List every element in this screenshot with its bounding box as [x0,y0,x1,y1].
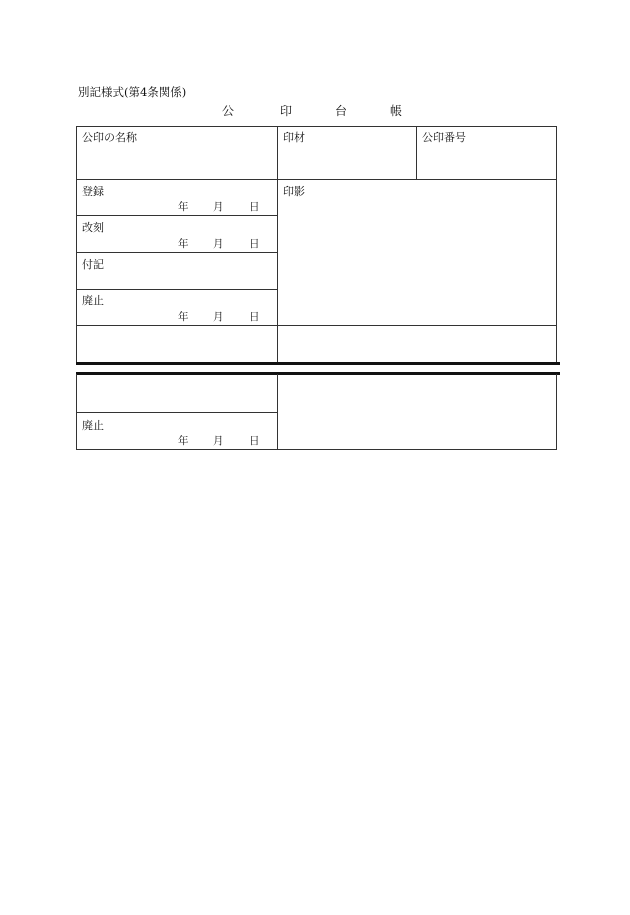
registration-label: 登録 [82,185,104,198]
title-char-1: 公 [222,104,235,118]
title-char-4: 帳 [390,104,403,118]
row-divider [76,215,277,216]
column-divider [277,374,278,450]
recarving-date-day: 日 [249,238,260,250]
lower-abolition-date-day: 日 [249,435,260,447]
seal-register-table [76,126,557,363]
registration-date-year: 年 [178,201,189,213]
lower-abolition-label: 廃止 [82,419,104,432]
row-divider [76,325,557,326]
seal-material-label: 印材 [283,131,305,144]
registration-date-month: 月 [213,201,224,213]
abolition-label: 廃止 [82,294,104,307]
column-divider [277,126,278,363]
lower-abolition-date-year: 年 [178,435,189,447]
seal-name-label: 公印の名称 [82,131,137,144]
row-divider [76,289,277,290]
abolition-date-month: 月 [213,311,224,323]
column-divider [416,126,417,180]
title-char-2: 印 [280,104,293,118]
title-char-3: 台 [335,104,348,118]
registration-date-day: 日 [249,201,260,213]
form-caption: 別記様式(第4条関係) [78,85,187,99]
recarving-label: 改刻 [82,221,104,234]
lower-abolition-date-month: 月 [213,435,224,447]
row-divider [76,412,277,413]
seal-number-label: 公印番号 [422,131,466,144]
seal-impression-label: 印影 [283,185,305,198]
row-divider [76,252,277,253]
note-label: 付記 [82,258,104,271]
recarving-date-month: 月 [213,238,224,250]
row-divider [76,179,557,180]
recarving-date-year: 年 [178,238,189,250]
abolition-date-day: 日 [249,311,260,323]
abolition-date-year: 年 [178,311,189,323]
table-cut-line-top [76,362,560,365]
